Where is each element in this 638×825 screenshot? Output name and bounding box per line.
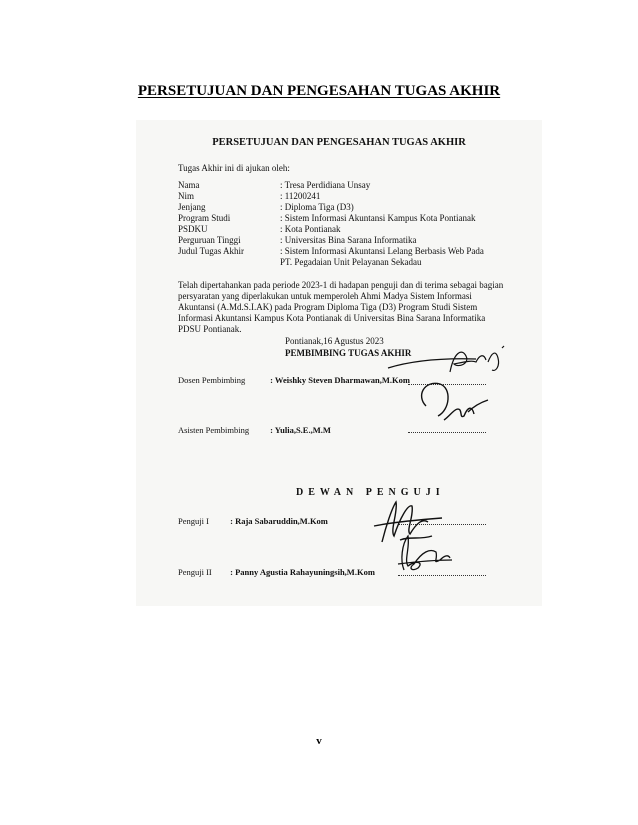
asisten-label: Asisten Pembimbing bbox=[178, 425, 250, 435]
penguji-2-label: Penguji II bbox=[178, 567, 212, 577]
field-label: Perguruan Tinggi bbox=[178, 235, 241, 245]
field-label: Judul Tugas Akhir bbox=[178, 246, 245, 256]
dosen-pembimbing-row bbox=[178, 375, 410, 385]
dosen-signature bbox=[416, 376, 496, 426]
page-number: v bbox=[316, 735, 322, 747]
field-value: PT. Pegadaian Unit Pelayanan Sekadau bbox=[280, 257, 422, 267]
scanned-approval-sheet bbox=[136, 120, 542, 606]
field-value: : 11200241 bbox=[280, 191, 321, 201]
sheet-title: PERSETUJUAN DAN PENGESAHAN TUGAS AKHIR bbox=[212, 137, 466, 148]
field-value: : Universitas Bina Sarana Informatika bbox=[280, 235, 417, 245]
approval-paragraph: Telah dipertahankan pada periode 2023-1 di hadapan penguji dan di terima sebagai bagian persyaratan yang diperlakukan untuk memperoleh Ahmi Madya Sistem Informasi Akuntansi (A.Md.S.I.AK) pada Program Diploma Tiga (D3) Program Studi Sistem Informasi Akuntansi Kampus Kota Pontianak di Universitas Bina Sarana Informatika PDSU Pontianak. bbox=[178, 280, 504, 334]
penguji-2-row bbox=[178, 567, 375, 577]
field-label: Nim bbox=[178, 191, 195, 201]
penguji-2-signature bbox=[394, 530, 454, 578]
asisten-pembimbing-row bbox=[178, 425, 331, 435]
field-value: : Tresa Perdidiana Unsay bbox=[280, 180, 371, 190]
penguji-title: DEWAN PENGUJI bbox=[296, 487, 445, 498]
field-value: : Diploma Tiga (D3) bbox=[280, 202, 354, 212]
penguji-1-name: : Raja Sabaruddin,M.Kom bbox=[230, 516, 328, 526]
asisten-name: : Yulia,S.E.,M.M bbox=[270, 425, 331, 435]
page-heading: PERSETUJUAN DAN PENGESAHAN TUGAS AKHIR bbox=[137, 83, 501, 99]
field-value: : Sistem Informasi Akuntansi Lelang Berbasis Web Pada bbox=[280, 246, 484, 256]
city-date: Pontianak,16 Agustus 2023 bbox=[285, 336, 384, 346]
field-value: : Kota Pontianak bbox=[280, 224, 341, 234]
dosen-label: Dosen Pembimbing bbox=[178, 375, 246, 385]
dosen-name: : Weishky Steven Dharmawan,M.Kom bbox=[270, 375, 410, 385]
intro-text: Tugas Akhir ini di ajukan oleh: bbox=[178, 163, 290, 173]
pembimbing-signature bbox=[384, 342, 514, 377]
penguji-1-label: Penguji I bbox=[178, 516, 209, 526]
field-label: Nama bbox=[178, 180, 200, 190]
field-label: Program Studi bbox=[178, 213, 231, 223]
pembimbing-title: PEMBIMBING TUGAS AKHIR bbox=[285, 348, 412, 358]
penguji-1-row bbox=[178, 516, 328, 526]
field-label: PSDKU bbox=[178, 224, 208, 234]
field-value: : Sistem Informasi Akuntansi Kampus Kota Pontianak bbox=[280, 213, 476, 223]
signature-line bbox=[408, 432, 486, 433]
field-label: Jenjang bbox=[178, 202, 206, 212]
penguji-2-name: : Panny Agustia Rahayuningsih,M.Kom bbox=[230, 567, 375, 577]
